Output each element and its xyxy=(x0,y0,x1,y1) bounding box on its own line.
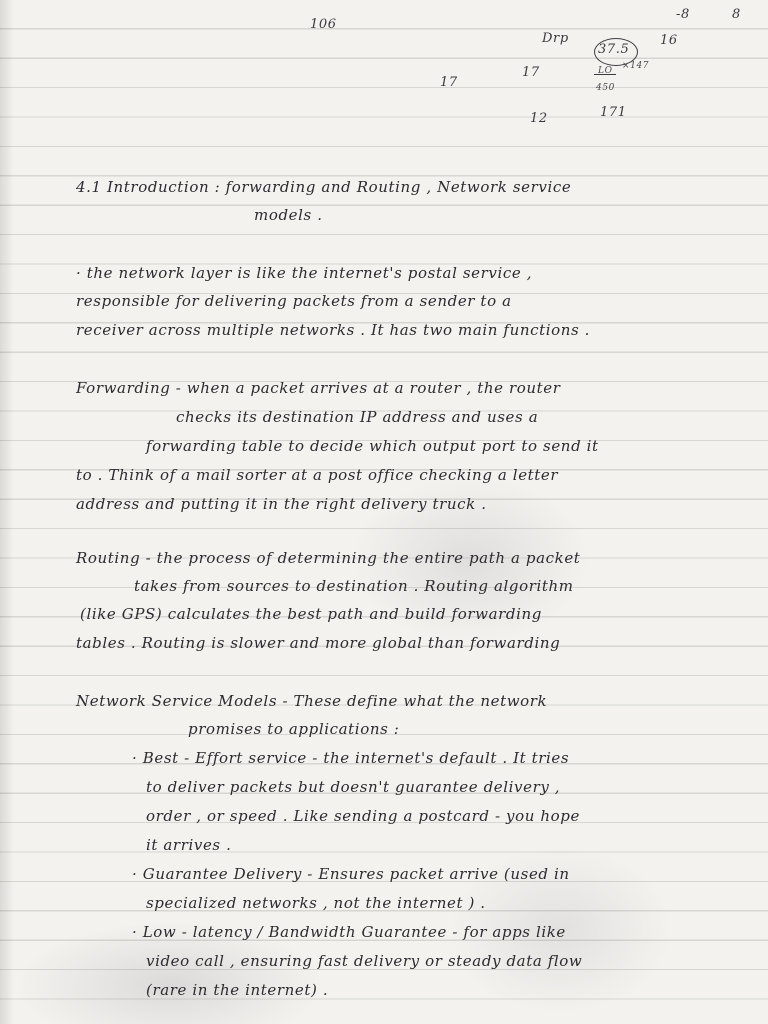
text-line: Routing - the process of determining the entire path a packet xyxy=(76,549,581,567)
text-line: video call , ensuring fast delivery or steady data flow xyxy=(146,952,583,970)
calc-note: 450 xyxy=(596,83,615,93)
calc-note: 17 xyxy=(522,65,540,80)
calc-note: ×147 xyxy=(622,61,650,71)
text-line: it arrives . xyxy=(146,836,232,854)
bullet-item: · Best - Effort service - the internet's default . It tries xyxy=(132,749,570,767)
text-line: address and putting it in the right delivery truck . xyxy=(76,495,487,513)
text-line: takes from sources to destination . Routing algorithm xyxy=(134,577,574,595)
text-line: Network Service Models - These define what the network xyxy=(76,692,548,710)
calc-note: 8 xyxy=(732,7,741,22)
text-line: receiver across multiple networks . It has two main functions . xyxy=(76,321,591,339)
calc-underline xyxy=(594,74,616,75)
text-line: promises to applications : xyxy=(188,720,400,738)
section-heading: models . xyxy=(254,206,323,224)
section-heading: 4.1 Introduction : forwarding and Routing , Network service xyxy=(76,178,572,196)
text-line: order , or speed . Like sending a postcard - you hope xyxy=(146,807,580,825)
calc-note: 171 xyxy=(600,105,627,120)
text-line: tables . Routing is slower and more global than forwarding xyxy=(76,634,561,652)
calc-note: 106 xyxy=(310,17,337,32)
bullet-item: · Guarantee Delivery - Ensures packet arrive (used in xyxy=(132,865,570,883)
text-line: Forwarding - when a packet arrives at a router , the router xyxy=(76,379,561,397)
bullet-item: · Low - latency / Bandwidth Guarantee - for apps like xyxy=(132,923,566,941)
text-line: · the network layer is like the internet's postal service , xyxy=(76,264,533,282)
calc-note: LO xyxy=(598,66,613,76)
text-line: responsible for delivering packets from a sender to a xyxy=(76,292,512,310)
text-line: specialized networks , not the internet ) . xyxy=(146,894,486,912)
text-line: to . Think of a mail sorter at a post office checking a letter xyxy=(76,466,559,484)
text-line: to deliver packets but doesn't guarantee delivery , xyxy=(146,778,561,796)
calc-note: 12 xyxy=(530,111,548,126)
calc-note: 17 xyxy=(440,75,458,90)
calc-note: 37.5 xyxy=(598,42,630,57)
calc-note: Drp xyxy=(542,31,569,46)
page-margin-shadow xyxy=(0,0,14,1024)
text-line: (like GPS) calculates the best path and build forwarding xyxy=(80,605,542,623)
calc-note: -8 xyxy=(676,7,690,22)
calc-note: 16 xyxy=(660,33,678,48)
text-line: (rare in the internet) . xyxy=(146,981,329,999)
text-line: forwarding table to decide which output port to send it xyxy=(146,437,599,455)
text-line: checks its destination IP address and uses a xyxy=(176,408,539,426)
